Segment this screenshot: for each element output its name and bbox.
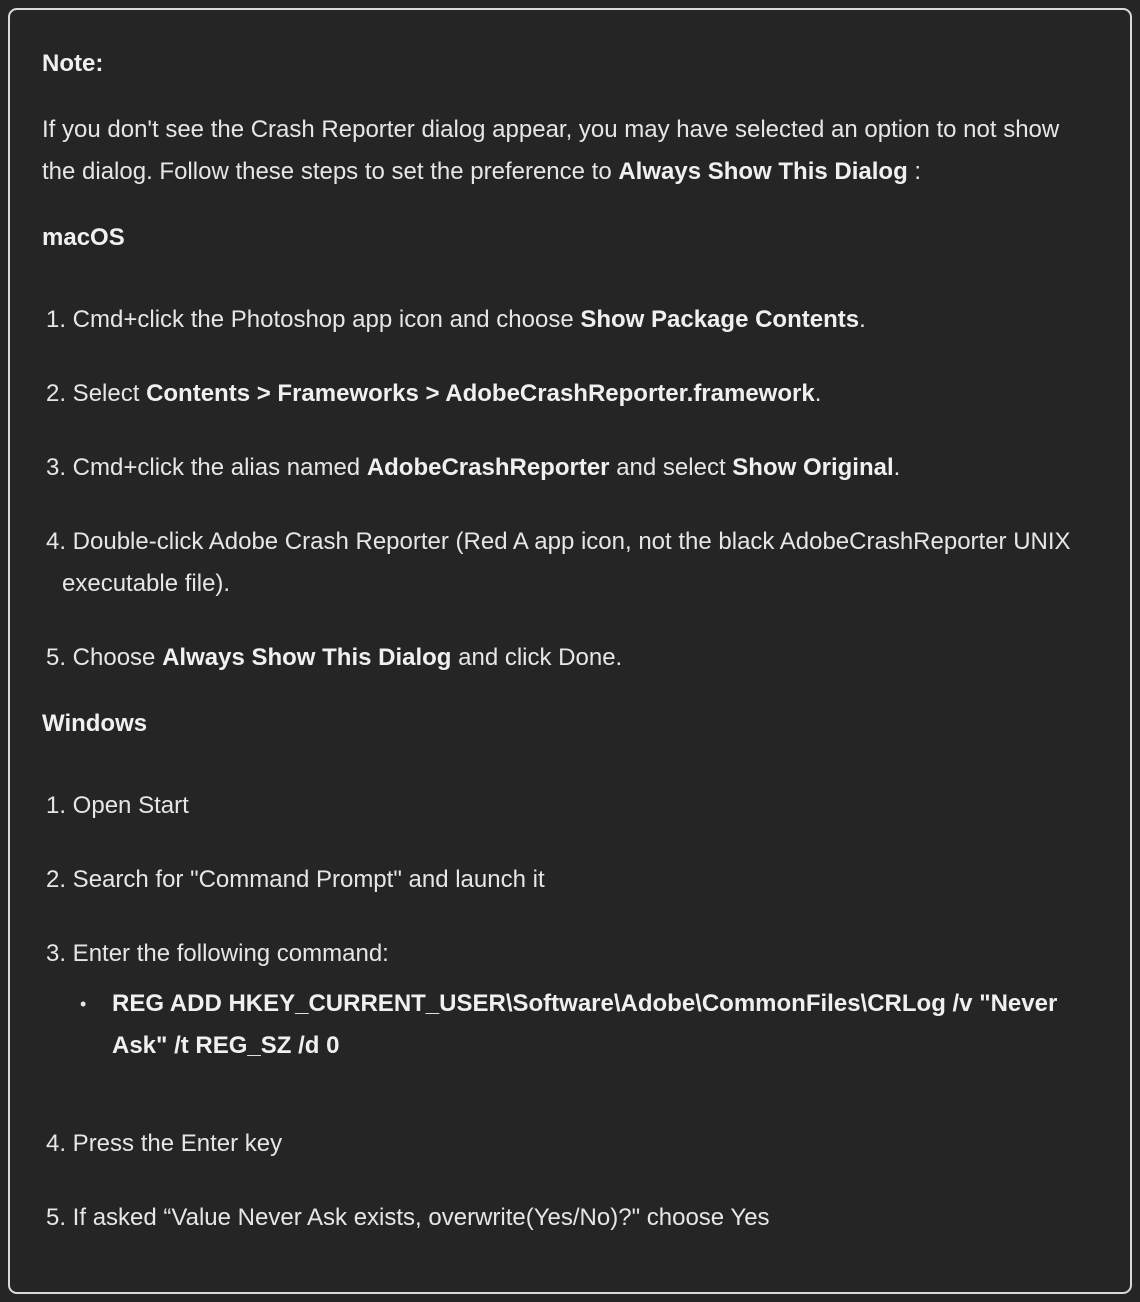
command-bullet-item (80, 983, 1140, 1067)
macos-step-5: 5. Choose Always Show This Dialog and click Done. (46, 644, 623, 671)
macos-heading: macOS (42, 224, 125, 251)
windows-heading: Windows (42, 710, 148, 737)
windows-step-3: 3. Enter the following command: (46, 940, 389, 967)
macos-step-1: 1. Cmd+click the Photoshop app icon and choose Show Package Contents. (46, 306, 866, 333)
macos-step-4: 4. Double-click Adobe Crash Reporter (Red A app icon, not the black AdobeCrashReporter UNIX executable file). (46, 528, 1071, 597)
note-title: Note: (42, 50, 104, 77)
windows-step-2: 2. Search for "Command Prompt" and launch it (46, 866, 545, 893)
note-intro: If you don't see the Crash Reporter dialog appear, you may have selected an option to not show the dialog. Follow these steps to set the preference to Always Show This Dialog : (42, 116, 1060, 185)
macos-step-2: 2. Select Contents > Frameworks > AdobeCrashReporter.framework. (46, 380, 822, 407)
windows-step-5: 5. If asked “Value Never Ask exists, overwrite(Yes/No)?" choose Yes (46, 1204, 770, 1231)
windows-step-1: 1. Open Start (46, 792, 189, 819)
registry-command: REG ADD HKEY_CURRENT_USER\Software\Adobe\CommonFiles\CRLog /v "Never Ask" /t REG_SZ /d 0 (112, 990, 1058, 1059)
bullet-icon: • (80, 994, 87, 1014)
windows-step-4: 4. Press the Enter key (46, 1130, 283, 1157)
macos-step-3: 3. Cmd+click the alias named AdobeCrashReporter and select Show Original. (46, 454, 901, 481)
